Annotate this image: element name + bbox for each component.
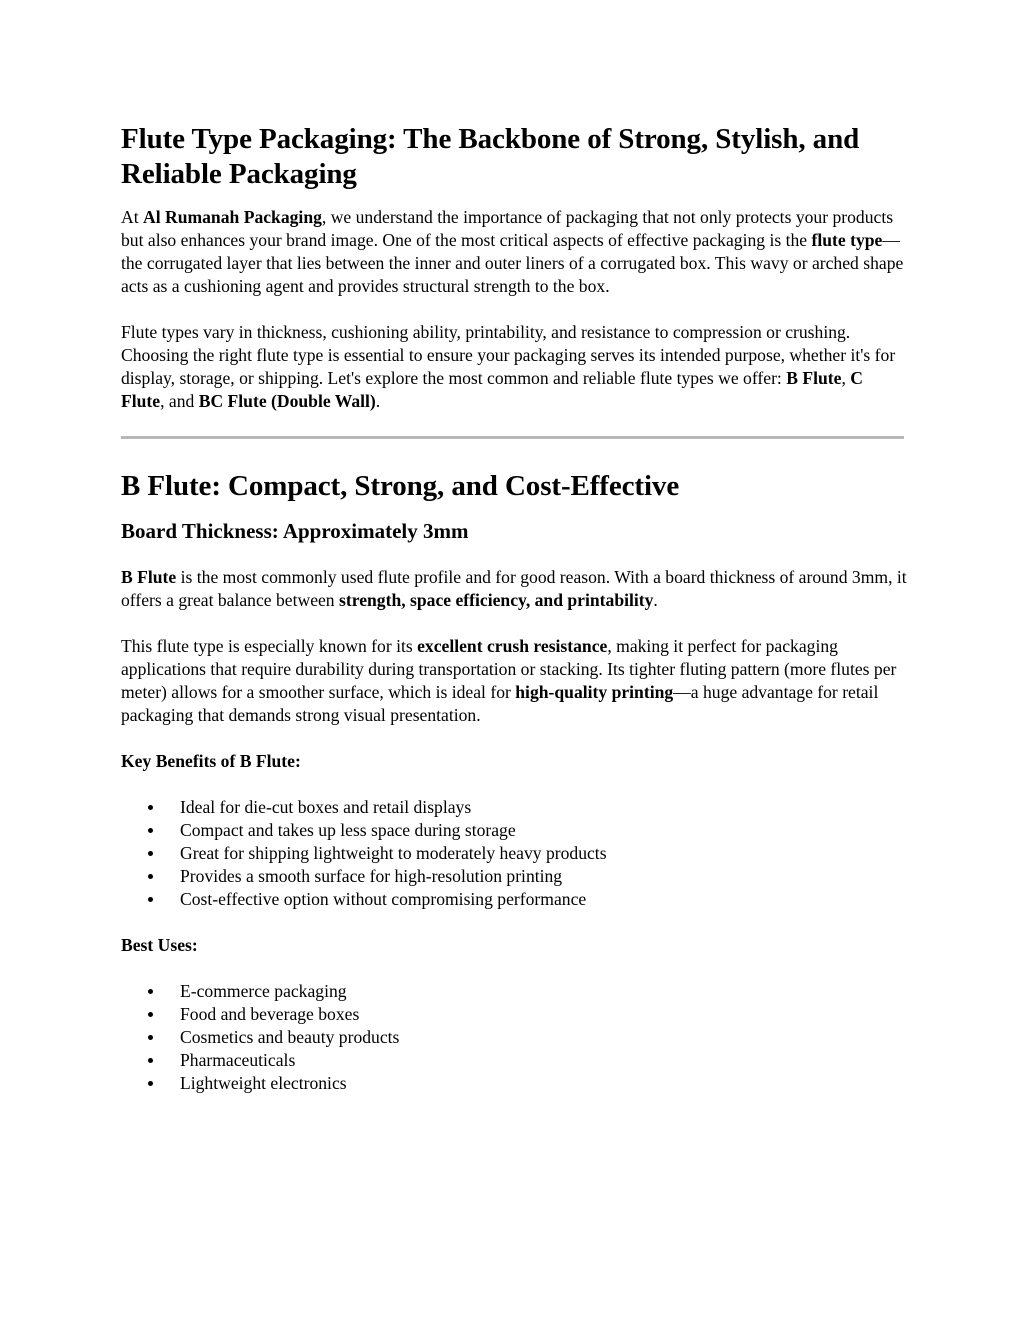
list-item-text: Ideal for die-cut boxes and retail displays: [180, 797, 472, 817]
bullet-icon: [148, 897, 153, 902]
bullet-icon: [148, 989, 153, 994]
list-item: [121, 1003, 907, 1026]
bold-term: excellent crush resistance: [417, 636, 608, 656]
bold-term: strength, space efficiency, and printability: [339, 590, 654, 610]
bold-term: BC Flute (Double Wall): [198, 391, 376, 411]
text-run: Flute types vary in thickness, cushioning ability, printability, and resistance to compression or crushing. Choosing the right flute type is essential to ensure your packaging serves its intended purpose, whether it's for display, storage, or shipping. Let's explore the most common and reliable flute types we offer:: [121, 322, 896, 388]
section-title: B Flute: Compact, Strong, and Cost-Effective: [121, 470, 680, 502]
section-divider: [121, 436, 904, 439]
list-item-text: Lightweight electronics: [180, 1073, 347, 1093]
list-item-text: Cosmetics and beauty products: [180, 1027, 400, 1047]
list-item: [121, 980, 907, 1003]
list-item-text: Food and beverage boxes: [180, 1004, 360, 1024]
list-item-text: Provides a smooth surface for high-resolution printing: [180, 866, 563, 886]
list-item-text: Pharmaceuticals: [180, 1050, 296, 1070]
list-item: [121, 888, 907, 911]
bullet-icon: [148, 851, 153, 856]
text-run: , we understand the importance of packaging that not only protects your products but also enhances your brand image. One of the most critical aspects of effective packaging is the: [121, 207, 894, 250]
bold-term: B Flute: [786, 368, 842, 388]
text-run: ,: [841, 368, 851, 388]
list-item-text: E-commerce packaging: [180, 981, 347, 1001]
company-name: Al Rumanah Packaging: [143, 207, 322, 227]
b-flute-paragraph-2: [121, 635, 907, 727]
section-subtitle: Board Thickness: Approximately 3mm: [121, 519, 469, 543]
bold-term: B Flute: [121, 567, 177, 587]
text-run: —the corrugated layer that lies between the inner and outer liners of a corrugated box. This wavy or arched shape acts as a cushioning agent and provides structural strength to the box.: [121, 230, 904, 296]
bullet-icon: [148, 1081, 153, 1086]
text-run: .: [375, 391, 381, 411]
list-item: [121, 865, 907, 888]
list-item-text: Compact and takes up less space during storage: [180, 820, 516, 840]
document-content: [121, 122, 907, 1118]
bullet-icon: [148, 828, 153, 833]
list-item: [121, 796, 907, 819]
list-item: [121, 819, 907, 842]
list-item: [121, 1072, 907, 1095]
intro-paragraph-2: [121, 321, 907, 413]
bold-term: high-quality printing: [515, 682, 674, 702]
bullet-icon: [148, 1012, 153, 1017]
benefits-label: Key Benefits of B Flute:: [121, 751, 301, 771]
text-run: , making it perfect for packaging applications that require durability during transportation or stacking. Its tighter fluting pattern (more flutes per meter) allows for a smoother surface, which is ideal for: [121, 636, 897, 702]
uses-label: Best Uses:: [121, 935, 198, 955]
uses-list: [121, 980, 907, 1095]
text-run: .: [653, 590, 658, 610]
bullet-icon: [148, 1035, 153, 1040]
text-run: —a huge advantage for retail packaging that demands strong visual presentation.: [121, 682, 879, 725]
list-item: [121, 1026, 907, 1049]
page-title: Flute Type Packaging: The Backbone of Strong, Stylish, and Reliable Packaging: [121, 123, 860, 190]
text-run: , and: [160, 391, 199, 411]
list-item-text: Great for shipping lightweight to moderately heavy products: [180, 843, 607, 863]
bullet-icon: [148, 805, 153, 810]
list-item: [121, 842, 907, 865]
bullet-icon: [148, 1058, 153, 1063]
bullet-icon: [148, 874, 153, 879]
intro-paragraph-1: [121, 206, 907, 298]
b-flute-paragraph-1: [121, 566, 907, 612]
bold-term: flute type: [811, 230, 883, 250]
text-run: At: [121, 207, 143, 227]
benefits-list: [121, 796, 907, 911]
list-item-text: Cost-effective option without compromising performance: [180, 889, 587, 909]
list-item: [121, 1049, 907, 1072]
bold-term: C Flute: [121, 368, 863, 411]
text-run: This flute type is especially known for its: [121, 636, 418, 656]
text-run: is the most commonly used flute profile and for good reason. With a board thickness of around 3mm, it offers a great balance between: [121, 567, 907, 610]
